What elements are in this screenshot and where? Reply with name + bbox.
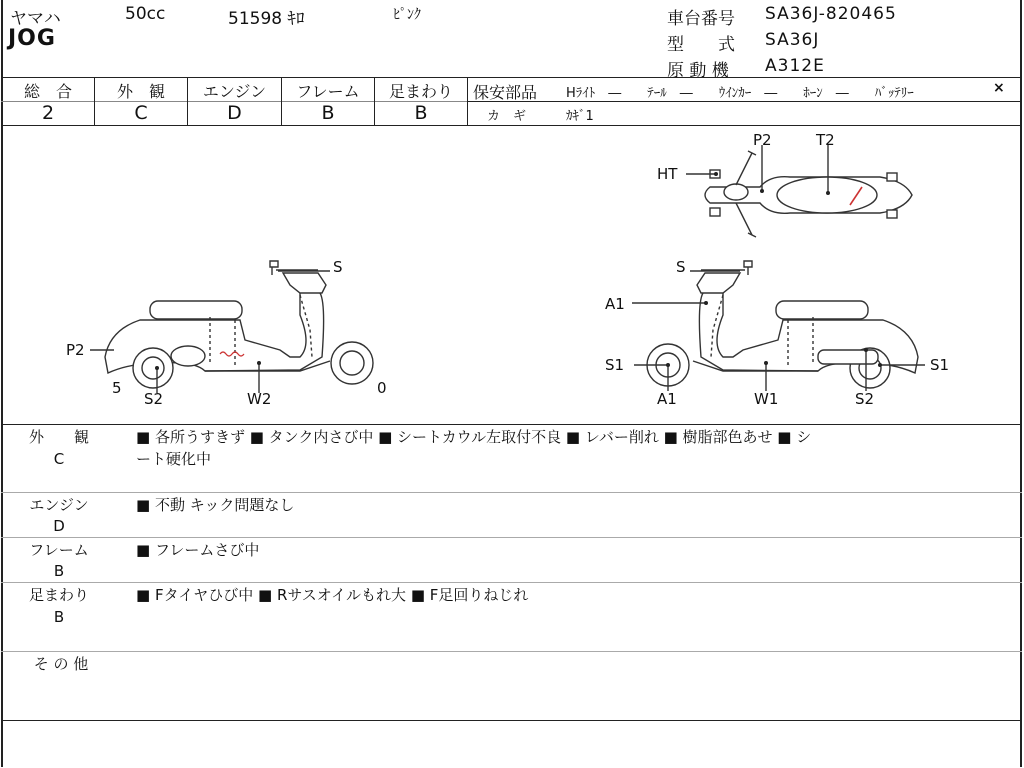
section-exterior-label: 外 観 [28, 428, 89, 446]
right-label-s1-rear: S1 [930, 356, 950, 374]
right-label-s: S [676, 258, 686, 276]
right-label-s2: S2 [855, 390, 875, 408]
damage-diagram [0, 125, 1024, 425]
color: ﾋﾟﾝｸ [393, 7, 421, 23]
left-label-5: 5 [112, 379, 122, 397]
top-label-p2: P2 [753, 131, 772, 149]
grade-suspension-value: B [414, 102, 428, 124]
left-side-scooter-drawing [90, 261, 373, 393]
section-exterior-notes-line2: ート硬化中 [136, 450, 212, 468]
section-engine-grade: D [53, 517, 65, 535]
left-label-w2: W2 [247, 390, 272, 408]
key-value: ｶｷﾞ1 [566, 109, 594, 124]
grade-suspension-label: 足まわり [388, 82, 453, 101]
right-side-scooter-drawing [632, 261, 925, 391]
section-suspension-notes: ■ Fタイヤひび中 ■ Rサスオイルもれ大 ■ F足回りねじれ [136, 586, 529, 604]
section-frame-label: フレーム [29, 541, 89, 559]
section-other-label: そ の 他 [33, 655, 89, 673]
divider [1, 492, 1022, 493]
right-label-s1-front: S1 [605, 356, 625, 374]
model-name: JOG [8, 26, 56, 51]
engine-label: 原 動 機 [667, 61, 729, 81]
safety-parts-items: Hﾗｲﾄ ― ﾃｰﾙ ― ｳｲﾝｶｰ ― ﾎｰﾝ ― ﾊﾞｯﾃﾘｰ [566, 86, 914, 101]
section-suspension-grade: B [53, 608, 65, 626]
right-label-a1-lower: A1 [657, 390, 677, 408]
divider [1, 77, 1022, 78]
right-label-w1: W1 [754, 390, 779, 408]
section-engine-label: エンジン [29, 496, 89, 514]
grade-frame-label: フレーム [296, 82, 360, 101]
grade-engine-label: エンジン [202, 82, 267, 101]
section-frame-notes: ■ フレームさび中 [136, 541, 260, 559]
divider [1, 424, 1022, 425]
grade-exterior-label: 外 観 [116, 82, 165, 101]
left-label-s2: S2 [144, 390, 164, 408]
divider [1, 537, 1022, 538]
battery-missing-mark: × [993, 80, 1005, 96]
section-engine-notes: ■ 不動 キック問題なし [136, 496, 295, 514]
type-value: SA36J [765, 30, 820, 50]
frame-no-label: 車台番号 [667, 9, 735, 29]
mileage: 51598 ｷﾛ [228, 9, 305, 29]
section-exterior-grade: C [53, 450, 65, 468]
right-label-a1: A1 [605, 295, 625, 313]
divider [467, 101, 1022, 102]
grade-frame-value: B [321, 102, 335, 124]
divider [1, 582, 1022, 583]
left-label-0: 0 [377, 379, 387, 397]
divider [1, 720, 1022, 721]
left-label-p2: P2 [66, 341, 85, 359]
engine-value: A312E [765, 56, 825, 76]
section-exterior-notes-line1: ■ 各所うすきず ■ タンク内さび中 ■ シートカウル左取付不良 ■ レバー削れ ■ 樹脂部色あせ ■ シ [136, 428, 812, 446]
type-label: 型 式 [667, 35, 735, 55]
left-label-s: S [333, 258, 343, 276]
divider [1, 651, 1022, 652]
grade-exterior-value: C [134, 102, 148, 124]
frame-no: SA36J-820465 [765, 4, 897, 24]
top-label-t2: T2 [816, 131, 835, 149]
safety-parts-title: 保安部品 [473, 83, 538, 102]
grade-overall-value: 2 [41, 102, 55, 124]
top-view-scooter-drawing [686, 145, 912, 237]
maker: ヤマハ [10, 9, 61, 29]
key-label: カ ギ [487, 109, 527, 124]
section-suspension-label: 足まわり [28, 586, 89, 604]
grade-overall-label: 総 合 [23, 82, 72, 101]
top-label-ht: HT [657, 165, 678, 183]
displacement: 50cc [125, 4, 166, 24]
grade-engine-value: D [227, 102, 242, 124]
section-frame-grade: B [53, 562, 65, 580]
